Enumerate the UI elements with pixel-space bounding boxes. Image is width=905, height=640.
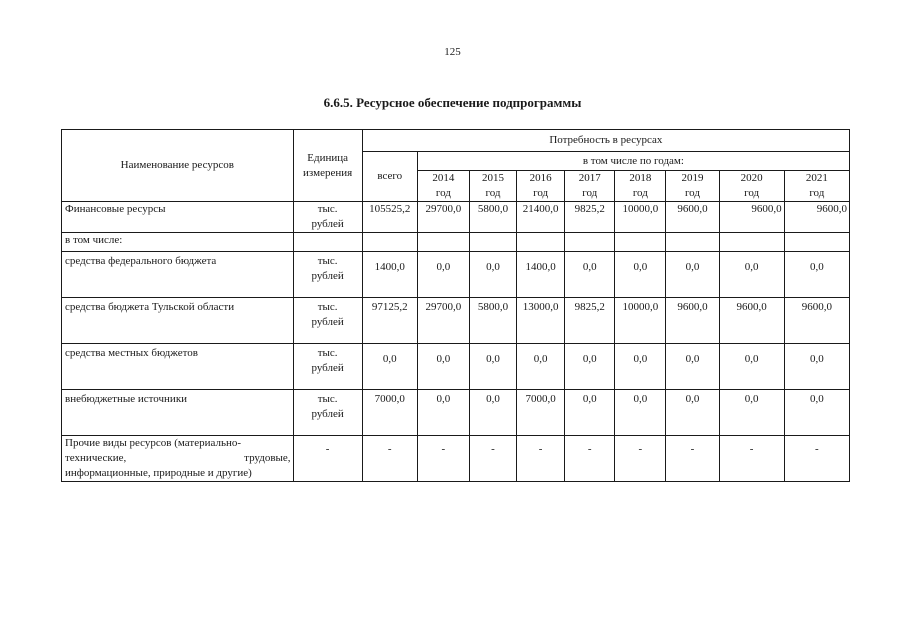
cell-2015: 0,0	[469, 252, 516, 298]
header-year-2021: 2021 год	[784, 171, 849, 202]
cell-total: 0,0	[362, 344, 417, 390]
header-year-2019: 2019 год	[666, 171, 719, 202]
cell-2014: 29700,0	[417, 202, 469, 233]
row-name: внебюджетные источники	[62, 390, 294, 436]
cell-2018: 0,0	[615, 390, 666, 436]
cell-2019: -	[666, 436, 719, 482]
cell-2018: 10000,0	[615, 298, 666, 344]
cell-2019: 0,0	[666, 252, 719, 298]
cell-2014: 29700,0	[417, 298, 469, 344]
other-resources-line2: технические, трудовые,	[65, 452, 291, 464]
cell-2018: 0,0	[615, 252, 666, 298]
cell-2017: 9825,2	[565, 202, 615, 233]
cell-2019: 9600,0	[666, 298, 719, 344]
header-year-2015: 2015 год	[469, 171, 516, 202]
cell-2016: 0,0	[517, 344, 565, 390]
cell-2018: -	[615, 436, 666, 482]
table-row	[62, 436, 850, 482]
row-unit: -	[293, 436, 362, 482]
row-name: средства федерального бюджета	[62, 252, 294, 298]
cell-2020: 9600,0	[719, 202, 784, 233]
row-unit: тыс. рублей	[293, 344, 362, 390]
cell-2020: 0,0	[719, 390, 784, 436]
header-unit	[293, 130, 362, 202]
cell-2017: -	[565, 436, 615, 482]
table-row	[62, 233, 850, 252]
cell-2017: 0,0	[565, 344, 615, 390]
cell-2021: 9600,0	[784, 202, 849, 233]
cell-2021: 0,0	[784, 344, 849, 390]
header-unit-line2: измерения	[303, 166, 353, 179]
table-row	[62, 344, 850, 390]
cell-2017: 9825,2	[565, 298, 615, 344]
cell-2020: -	[719, 436, 784, 482]
row-name: Финансовые ресурсы	[62, 202, 294, 233]
other-resources-line1: Прочие виды ресурсов (материально-	[65, 437, 242, 449]
row-name: средства бюджета Тульской области	[62, 298, 294, 344]
header-year-2018: 2018 год	[615, 171, 666, 202]
cell-2021: 0,0	[784, 252, 849, 298]
cell-total: 105525,2	[362, 202, 417, 233]
cell-2014: 0,0	[417, 344, 469, 390]
page-number: 125	[444, 46, 461, 58]
cell-2016: 1400,0	[517, 252, 565, 298]
row-unit: тыс. рублей	[293, 252, 362, 298]
header-total: всего	[362, 152, 417, 202]
cell-2018: 10000,0	[615, 202, 666, 233]
cell-2016: 7000,0	[517, 390, 565, 436]
cell-2019: 0,0	[666, 390, 719, 436]
table-row	[62, 252, 850, 298]
cell-2021: -	[784, 436, 849, 482]
header-needs: Потребность в ресурсах	[362, 130, 849, 152]
other-resources-line3: информационные, природные и другие)	[65, 467, 252, 479]
table-row	[62, 202, 850, 233]
cell-2014: 0,0	[417, 390, 469, 436]
cell-2014: -	[417, 436, 469, 482]
cell-2021: 0,0	[784, 390, 849, 436]
cell-total: 97125,2	[362, 298, 417, 344]
row-name-other-resources	[62, 436, 294, 482]
cell-2019: 9600,0	[666, 202, 719, 233]
cell-2015: 5800,0	[469, 202, 516, 233]
table-row	[62, 298, 850, 344]
header-unit-line1: Единица	[307, 151, 348, 164]
header-year-2014: 2014 год	[417, 171, 469, 202]
cell-2017: 0,0	[565, 252, 615, 298]
header-year-2016: 2016 год	[517, 171, 565, 202]
cell-2020: 9600,0	[719, 298, 784, 344]
header-year-2020: 2020 год	[719, 171, 784, 202]
cell-total: 1400,0	[362, 252, 417, 298]
cell-2016: -	[517, 436, 565, 482]
cell-2015: 0,0	[469, 390, 516, 436]
row-name: в том числе:	[62, 233, 294, 252]
cell-2016: 21400,0	[517, 202, 565, 233]
row-unit: тыс. рублей	[293, 390, 362, 436]
cell-2021: 9600,0	[784, 298, 849, 344]
cell-2018: 0,0	[615, 344, 666, 390]
row-name: средства местных бюджетов	[62, 344, 294, 390]
row-unit: тыс. рублей	[293, 202, 362, 233]
cell-total: -	[362, 436, 417, 482]
cell-2014: 0,0	[417, 252, 469, 298]
cell-2020: 0,0	[719, 252, 784, 298]
header-including-years: в том числе по годам:	[417, 152, 849, 171]
cell-2017: 0,0	[565, 390, 615, 436]
section-title: 6.6.5. Ресурсное обеспечение подпрограммы	[323, 95, 582, 110]
cell-2015: 5800,0	[469, 298, 516, 344]
header-resource-name: Наименование ресурсов	[62, 130, 294, 202]
cell-2019: 0,0	[666, 344, 719, 390]
table-row	[62, 390, 850, 436]
header-year-2017: 2017 год	[565, 171, 615, 202]
cell-2015: -	[469, 436, 516, 482]
cell-total: 7000,0	[362, 390, 417, 436]
row-unit: тыс. рублей	[293, 298, 362, 344]
cell-2020: 0,0	[719, 344, 784, 390]
resource-table	[61, 129, 850, 482]
cell-2016: 13000,0	[517, 298, 565, 344]
cell-2015: 0,0	[469, 344, 516, 390]
